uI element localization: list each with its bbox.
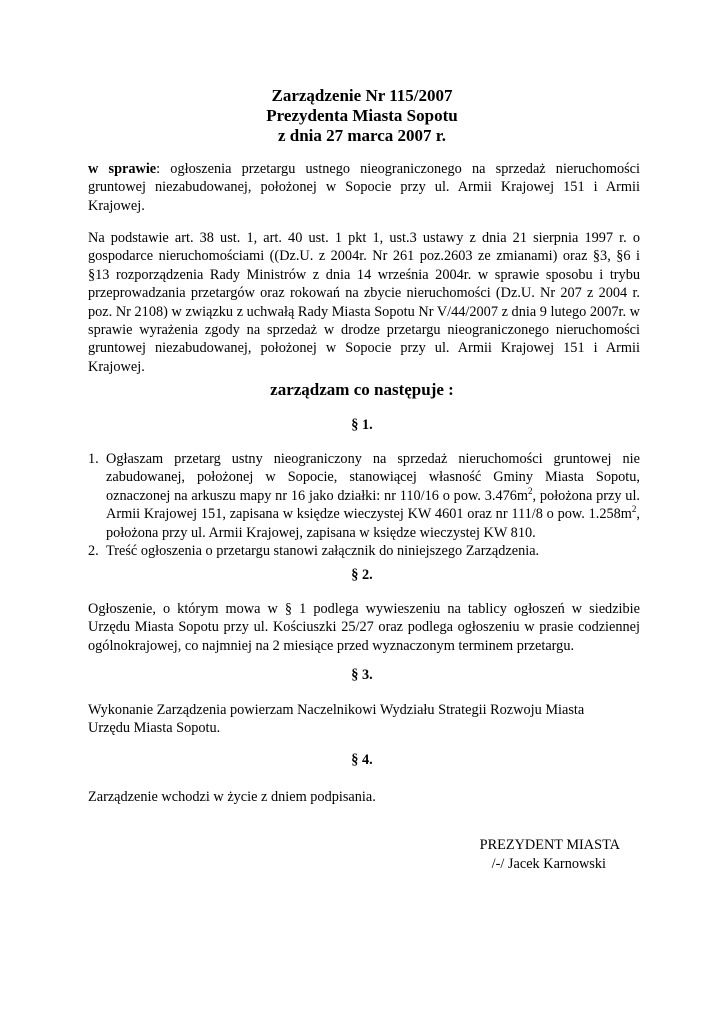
subject-label: w sprawie: [88, 161, 157, 177]
subject-paragraph: [88, 160, 640, 215]
item-1-text-b: , położona przy ul. Armii Krajowej 151, zapisana w księdze wieczystej KW 4601 oraz nr 111/8 o pow. 1.258m: [106, 487, 640, 523]
list-item-number: 2.: [88, 543, 99, 560]
item-1-text-c: , położona przy ul. Armii Krajowej, zapisana w księdze wieczystej KW 810.: [106, 506, 640, 541]
document-title: [0, 86, 724, 146]
decree-heading: zarządzam co następuje :: [270, 380, 454, 399]
section-3-line-2: Urzędu Miasta Sopotu.: [88, 720, 221, 737]
superscript: 2: [528, 486, 533, 497]
legal-basis-paragraph: Na podstawie art. 38 ust. 1, art. 40 ust. 1 pkt 1, ust.3 ustawy z dnia 21 sierpnia 1997 r. o gospodarce nieruchomościami ((Dz.U. z 2004r. Nr 261 poz.2603 ze zmianami) oraz §3, §6 i §13 rozporządzenia Rady Ministrów z dnia 14 września 2004r. w sprawie sposobu i trybu przeprowadzania przetargów oraz rokowań na zbycie nieruchomości (Dz.U. Nr 207 z 2004 r. poz. Nr 2108) w związku z uchwałą Rady Miasta Sopotu Nr V/44/2007 z dnia 9 lutego 2007r. w sprawie wyrażenia zgody na sprzedaż w drodze przetargu nieograniczonego nieruchomości gruntowej niezabudowanej, położonej w Sopocie przy ul. Armii Krajowej 151 i Armii Krajowej.: [88, 230, 640, 375]
section-3-text: [88, 701, 640, 738]
section-2-heading: § 2.: [351, 567, 373, 583]
list-item: [88, 450, 640, 542]
item-2-text: Treść ogłoszenia o przetargu stanowi załącznik do niniejszego Zarządzenia.: [106, 543, 540, 560]
section-4-heading: § 4.: [351, 752, 373, 768]
section-1-list: [88, 450, 640, 560]
title-line-3: z dnia 27 marca 2007 r.: [277, 126, 447, 145]
title-line-2: Prezydenta Miasta Sopotu: [266, 106, 458, 125]
title-line-1: Zarządzenie Nr 115/2007: [271, 86, 453, 105]
list-item-number: 1.: [88, 451, 99, 467]
section-3-line-1: Wykonanie Zarządzenia powierzam Naczelnikowi Wydziału Strategii Rozwoju Miasta: [88, 702, 585, 718]
signature-block: [0, 836, 620, 873]
section-3-heading: § 3.: [351, 667, 373, 683]
list-item: [88, 542, 640, 560]
subject-text: : ogłoszenia przetargu ustnego nieograniczonego na sprzedaż nieruchomości gruntowej niezabudowanej, położonej w Sopocie przy ul. Armii Krajowej 151 i Armii Krajowej.: [88, 161, 640, 214]
signature-name: /-/ Jacek Karnowski: [491, 855, 606, 872]
section-4-text: Zarządzenie wchodzi w życie z dniem podpisania.: [88, 789, 376, 805]
item-1-text-a: Ogłaszam przetarg ustny nieograniczony na sprzedaż nieruchomości gruntowej nie zabudowanej, położonej w Sopocie, stanowiącej własność Gminy Miasta Sopotu, oznaczonej na arkuszu mapy nr 16 jako działki: nr 110/16 o pow. 3.476m: [106, 451, 640, 504]
section-1-heading: § 1.: [351, 417, 373, 433]
signature-title: PREZYDENT MIASTA: [479, 837, 620, 853]
section-2-text: Ogłoszenie, o którym mowa w § 1 podlega wywieszeniu na tablicy ogłoszeń w siedzibie Urzędu Miasta Sopotu przy ul. Kościuszki 25/27 oraz podlega ogłoszeniu w prasie codziennej ogólnokrajowej, co najmniej na 2 miesiące przed wyznaczonym terminem przetargu.: [88, 601, 640, 654]
superscript: 2: [631, 504, 637, 515]
